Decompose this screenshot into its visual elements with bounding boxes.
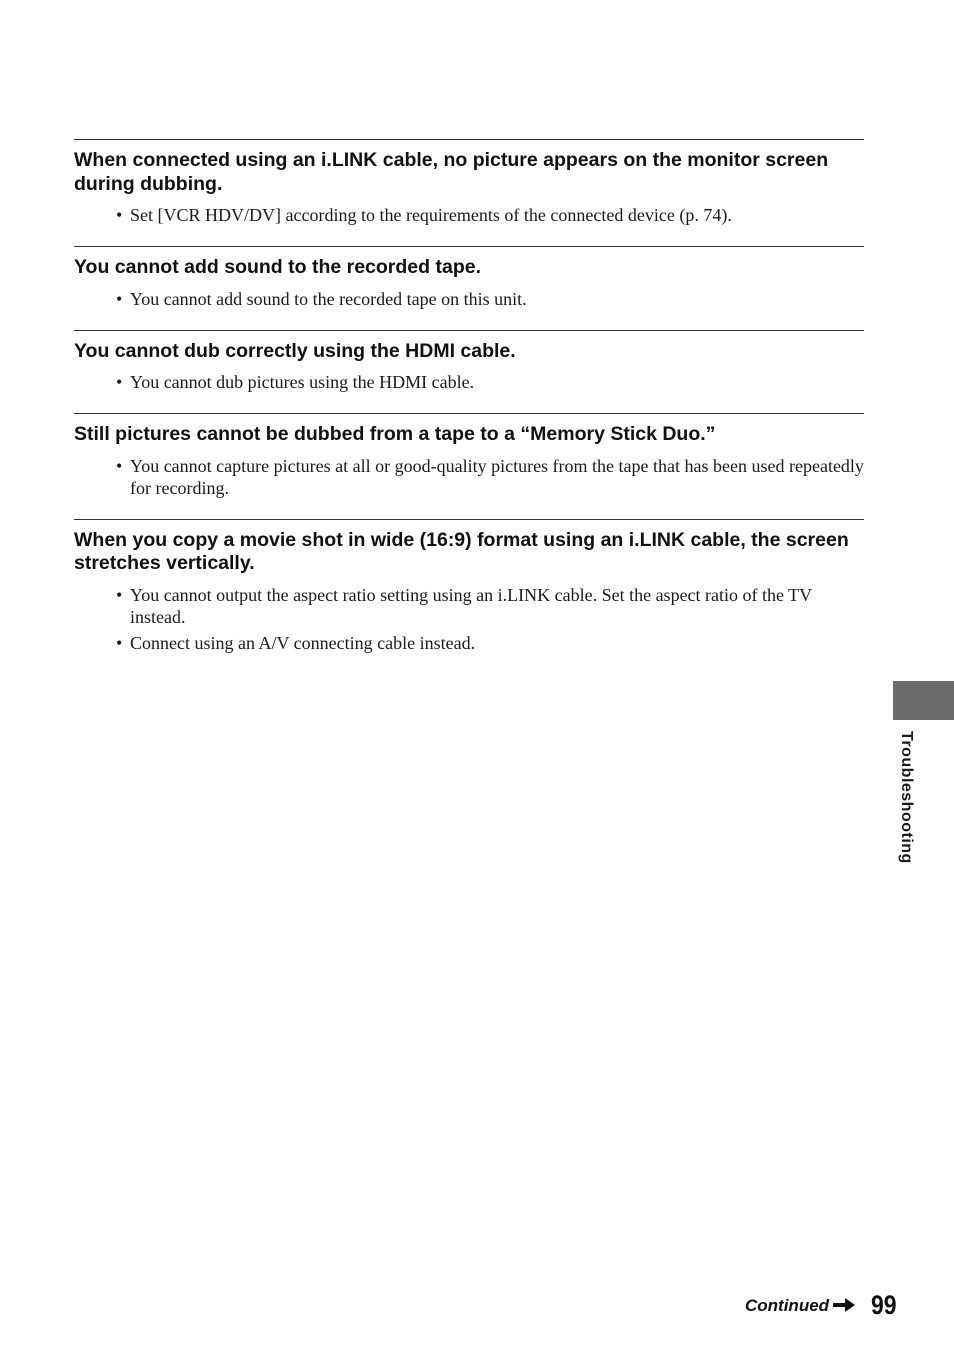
bullet-item [74,288,864,310]
bullet-text: You cannot add sound to the recorded tape on this unit. [130,288,527,309]
bullet-icon: • [116,584,123,605]
bullet-list [74,584,864,654]
arrow-right-icon [833,1298,855,1317]
continued-label: Continued [745,1295,830,1315]
section-heading: Still pictures cannot be dubbed from a tape to a “Memory Stick Duo.” [74,423,716,445]
bullet-text: You cannot dub pictures using the HDMI cable. [130,372,475,392]
bullet-icon: • [116,632,123,653]
bullet-list [74,455,864,499]
troubleshooting-content [74,139,864,674]
bullet-item [74,584,864,628]
section-heading: You cannot add sound to the recorded tape. [74,256,481,278]
section-heading: When you copy a movie shot in wide (16:9) format using an i.LINK cable, the screen stretches vertically. [74,528,849,574]
bullet-icon: • [116,372,123,392]
bullet-item [74,204,864,226]
bullet-icon: • [116,455,123,476]
section-add-sound [74,246,864,330]
bullet-icon: • [116,205,123,225]
side-tab-label: Troubleshooting [898,731,915,864]
bullet-list [74,204,864,226]
bullet-item [74,371,864,393]
bullet-item [74,632,864,654]
bullet-text: You cannot output the aspect ratio setting using an i.LINK cable. Set the aspect ratio of the TV instead. [130,584,812,627]
bullet-item [74,455,864,499]
bullet-text: Set [VCR HDV/DV] according to the requirements of the connected device (p. 74). [130,205,732,225]
side-tab-marker [893,681,954,720]
bullet-list [74,371,864,393]
page-footer [745,1290,901,1321]
arrow-right-icon-svg [833,1298,855,1312]
section-hdmi-dub [74,330,864,414]
bullet-icon: • [116,288,123,309]
page-number: 99 [871,1290,897,1320]
bullet-text: You cannot capture pictures at all or good-quality pictures from the tape that has been used repeatedly for recording. [130,455,864,498]
bullet-list [74,288,864,310]
section-ilink-no-picture [74,139,864,246]
section-wide-format [74,519,864,674]
bullet-text: Connect using an A/V connecting cable instead. [130,632,476,653]
section-heading: When connected using an i.LINK cable, no picture appears on the monitor screen during dubbing. [74,149,829,195]
section-heading: You cannot dub correctly using the HDMI cable. [74,339,516,362]
section-still-pictures [74,413,864,519]
